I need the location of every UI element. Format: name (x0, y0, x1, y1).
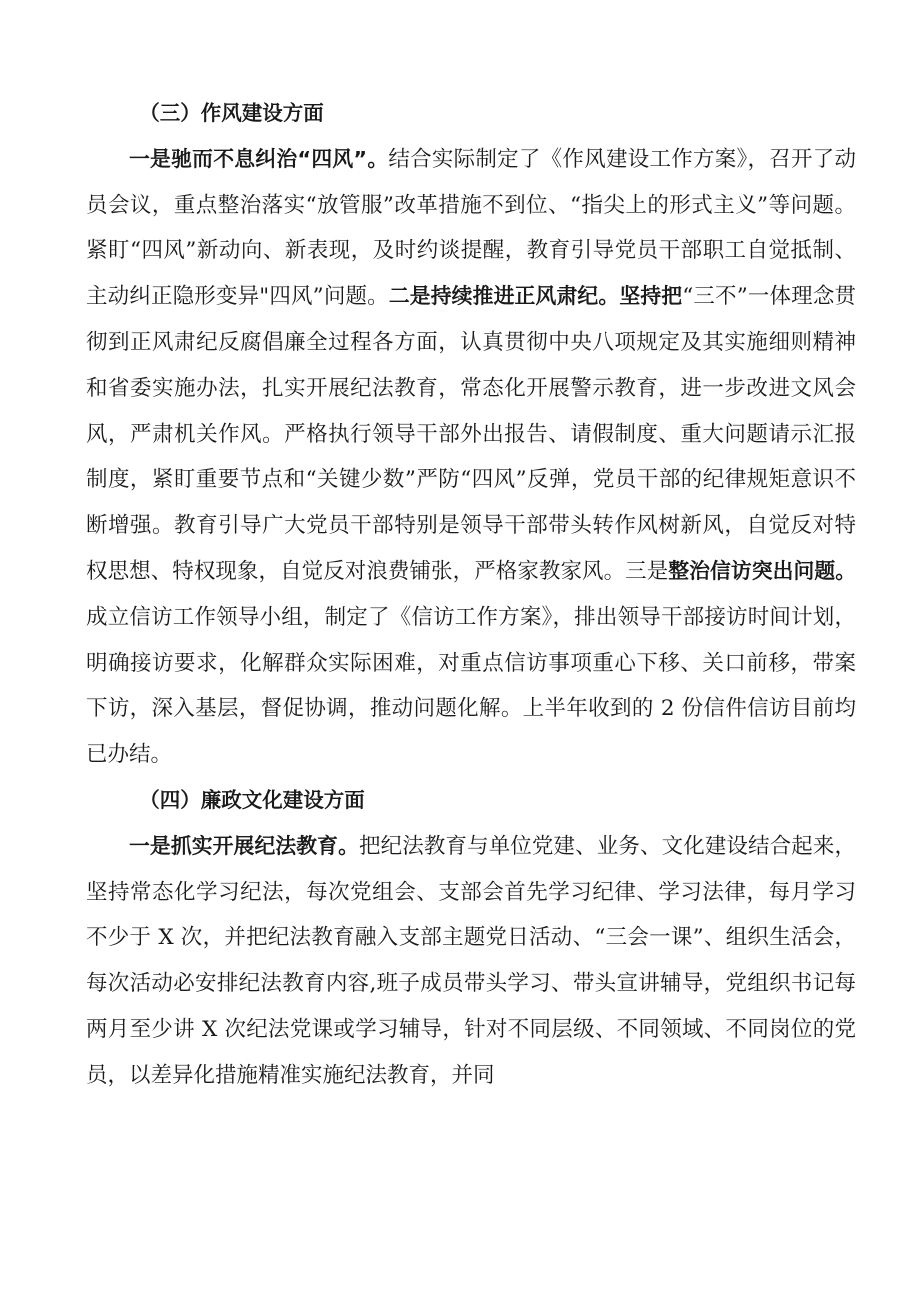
paragraph-text: 结合实际制定了《作风建设工作方案》，召开了动员会议，重点整治落实“放管服”改革措施不到位、“指尖上的形式主义”等问题。紧盯“四风”新动向、新表现，及时约谈提醒，教育引导党员干部职工自觉抵制、主动纠正隐形变异"四风”问题。 (86, 146, 856, 310)
section-heading-style-building: （三）作风建设方面 (139, 101, 324, 125)
bold-point-one: 一是驰而不息纠治“四风”。 (129, 146, 389, 171)
section-heading-integrity-culture: （四）廉政文化建设方面 (139, 787, 365, 812)
paragraph-text: 把纪法教育与单位党建、业务、文化建设结合起来，坚持常态化学习纪法，每次党组会、支部会首先学习纪律、学习法律，每月学习不少于 X 次，并把纪法教育融入支部主题党日活动、“三会一课”、组织生活会，每次活动必安排纪法教育内容,班子成员带头学习、带头宣讲辅导，党组织书记每两月至少讲 X 次纪法党课或学习辅导，针对不同层级、不同领域、不同岗位的党员，以差异化措施精准实施纪法教育，并同 (86, 833, 856, 1088)
bold-point-three: 整治信访突出问题。 (668, 558, 856, 583)
bold-point-two: 二是持续推进正风肃纪。 (388, 284, 620, 309)
paragraph-text: “三不”一体理念贯彻到正风肃纪反腐倡廉全过程各方面，认真贯彻中央八项规定及其实施细则精神和省委实施办法，扎实开展纪法教育，常态化开展警示教育，进一步改进文风会风，严肃机关作风。严格执行领导干部外出报告、请假制度、重大问题请示汇报制度，紧盯重要节点和“关键少数”严防“四风”反弹，党员干部的纪律规矩意识不断增强。教育引导广大党员干部特别是领导干部带头转作风树新风，自觉反对特权思想、特权现象，自觉反对浪费铺张，严格家教家风。三是 (86, 284, 857, 584)
bold-phrase: 坚持把 (619, 284, 683, 309)
document-body (86, 91, 856, 1099)
paragraph-text: 成立信访工作领导小组，制定了《信访工作方案》，排出领导干部接访时间计划，明确接访要求，化解群众实际困难，对重点信访事项重心下移、关口前移，带案下访，深入基层，督促协调，推动问题化解。上半年收到的 2 份信件信访目前均已办结。 (86, 604, 856, 768)
paragraph-style-building (86, 137, 856, 778)
bold-point-one: 一是抓实开展纪法教育。 (129, 833, 360, 858)
paragraph-integrity-culture (86, 824, 856, 1099)
